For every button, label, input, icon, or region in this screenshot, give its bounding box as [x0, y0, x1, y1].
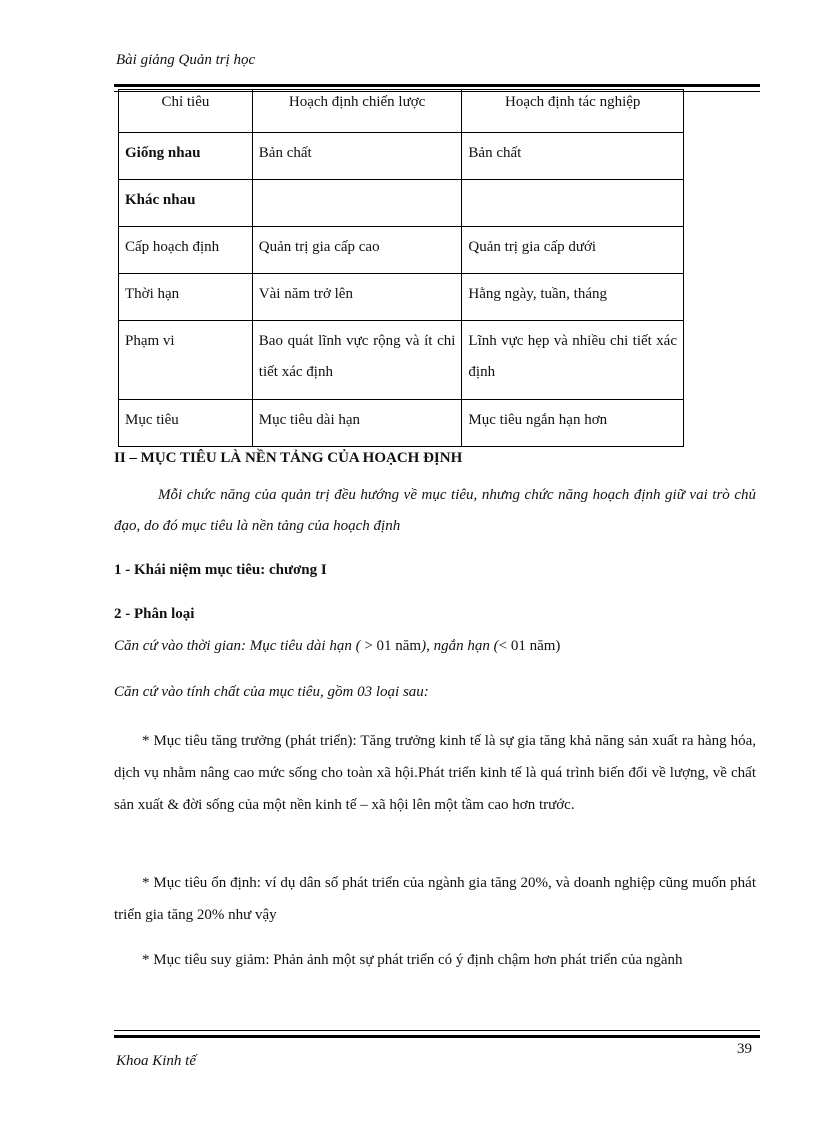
table-cell: Vài năm trở lên [252, 274, 462, 321]
table-cell: Bản chất [252, 133, 462, 180]
decline-objective-text: * Mục tiêu suy giảm: Phản ảnh một sự phát triển có ý định chậm hơn phát triển của ngành [142, 952, 683, 968]
table-header-cell: Chỉ tiêu [119, 90, 253, 133]
growth-objective-text: * Mục tiêu tăng trưởng (phát triển): Tăng trưởng kinh tế là sự gia tăng khả năng sản xuất ra hàng hóa, dịch vụ nhằm nâng cao mức sống cho toàn xã hội.Phát triển kinh tế là quá trình biến đổi về lượng, về chất sản xuất & đời sống của một nền kinh tế – xã hội lên một tầm cao hơn trước. [114, 733, 756, 813]
footer-faculty: Khoa Kinh tế [116, 1053, 197, 1069]
table-cell [462, 180, 684, 227]
footer-divider [114, 1030, 760, 1038]
intro-paragraph [114, 480, 756, 542]
table-cell: Thời hạn [119, 274, 253, 321]
growth-objective-paragraph [114, 725, 756, 821]
page-number: 39 [737, 1041, 752, 1057]
stable-objective-paragraph [114, 867, 756, 931]
table-row [119, 321, 684, 400]
table-row [119, 274, 684, 321]
table-cell [252, 180, 462, 227]
table-row [119, 227, 684, 274]
table-cell: Mục tiêu [119, 400, 253, 447]
table-cell: Cấp hoạch định [119, 227, 253, 274]
table-cell: Phạm vi [119, 321, 253, 400]
table-cell: Mục tiêu dài hạn [252, 400, 462, 447]
short-term-value: < 01 năm [498, 638, 556, 654]
table-cell: Quản trị gia cấp dưới [462, 227, 684, 274]
stable-objective-text: * Mục tiêu ổn định: ví dụ dân số phát triển của ngành gia tăng 20%, và doanh nghiệp cũng muốn phát triển gia tăng 20% như vậy [114, 875, 756, 923]
time-basis-text: Căn cứ vào thời gian: Mục tiêu dài hạn ( [114, 638, 365, 654]
table-cell: Quản trị gia cấp cao [252, 227, 462, 274]
table-cell: Khác nhau [119, 180, 253, 227]
nature-basis-line: Căn cứ vào tính chất của mục tiêu, gồm 03 loại sau: [114, 684, 429, 700]
section-heading: II – MỤC TIÊU LÀ NỀN TẢNG CỦA HOẠCH ĐỊNH [114, 450, 463, 466]
intro-text: Mỗi chức năng của quản trị đều hướng về mục tiêu, nhưng chức năng hoạch định giữ vai trò chủ đạo, do đó mục tiêu là nền tảng của hoạch định [114, 487, 756, 534]
table-row [119, 400, 684, 447]
decline-objective-paragraph [114, 944, 756, 976]
time-basis-line [114, 638, 756, 655]
table-header-row [119, 90, 684, 133]
comparison-table [118, 89, 684, 447]
table-cell: Giống nhau [119, 133, 253, 180]
document-header-title: Bài giảng Quản trị học [116, 52, 256, 68]
table-cell: Hằng ngày, tuần, tháng [462, 274, 684, 321]
table-header-cell: Hoạch định tác nghiệp [462, 90, 684, 133]
table-row [119, 180, 684, 227]
table-cell: Bản chất [462, 133, 684, 180]
subheading-concept: 1 - Khái niệm mục tiêu: chương I [114, 562, 327, 578]
time-basis-end: ) [555, 638, 561, 654]
long-term-value: > 01 năm [364, 638, 422, 654]
table-row [119, 133, 684, 180]
table-cell: Bao quát lĩnh vực rộng và ít chi tiết xác định [252, 321, 462, 400]
table-cell: Lĩnh vực hẹp và nhiều chi tiết xác định [462, 321, 684, 400]
table-cell: Mục tiêu ngắn hạn hơn [462, 400, 684, 447]
table-header-cell: Hoạch định chiến lược [252, 90, 462, 133]
subheading-classification: 2 - Phân loại [114, 606, 195, 622]
time-basis-text-2: ), ngắn hạn ( [421, 638, 499, 654]
